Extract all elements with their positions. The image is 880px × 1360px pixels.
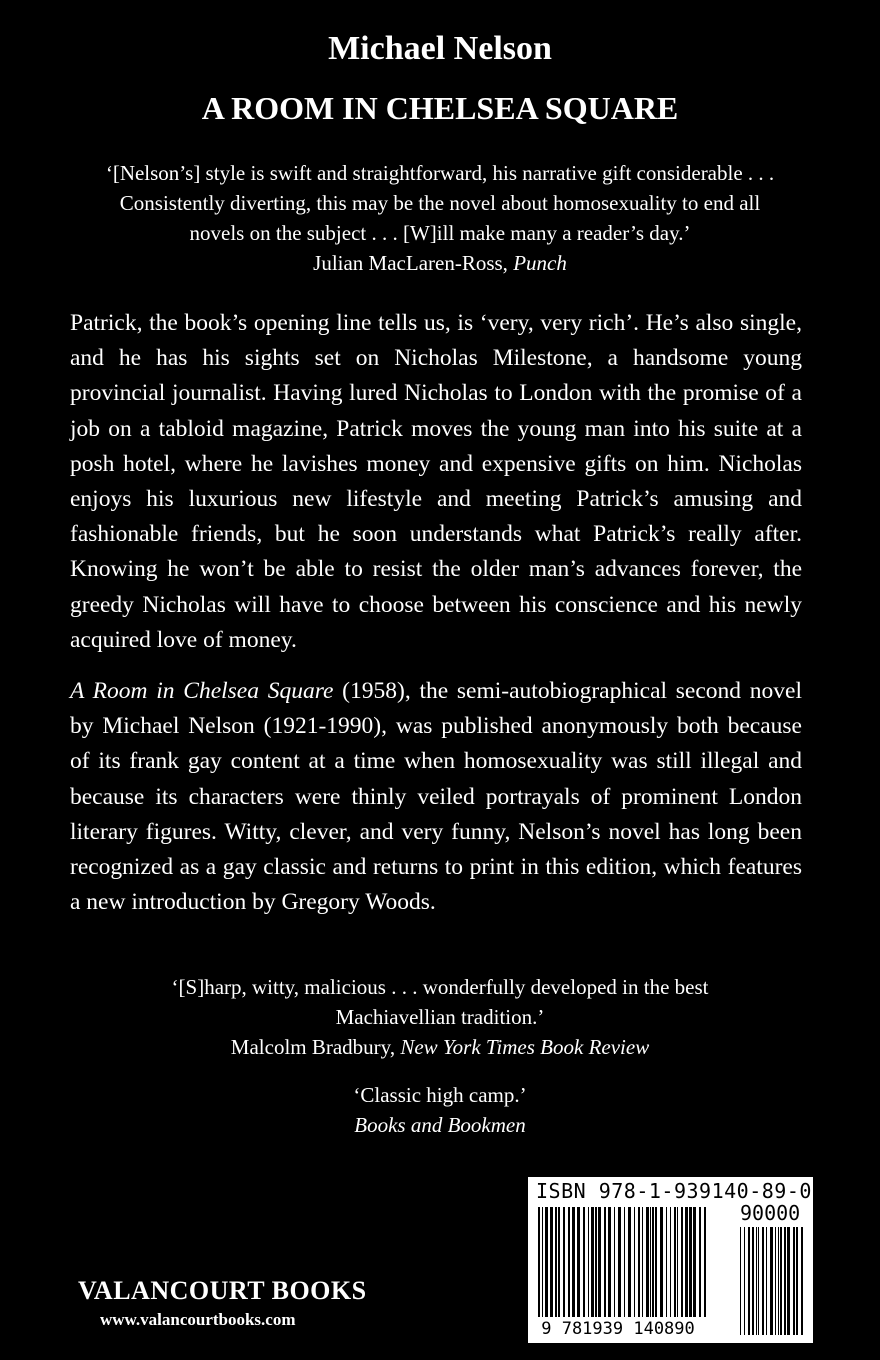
barcode-bar <box>538 1207 540 1317</box>
barcode-bar <box>685 1207 688 1317</box>
quote-publication: Punch <box>513 251 567 275</box>
barcode-bar <box>614 1207 615 1317</box>
barcode-bar <box>770 1227 773 1335</box>
price-code: 90000 <box>740 1201 801 1225</box>
barcode-bar <box>704 1207 706 1317</box>
publisher-name: VALANCOURT BOOKS <box>78 1276 367 1305</box>
quote-attribution: Julian MacLaren-Ross, <box>313 251 508 275</box>
ean-digits: 9 781939 140890 <box>541 1319 695 1339</box>
barcode-bar <box>748 1227 750 1335</box>
quote-text: ‘[Nelson’s] style is swift and straightforward, his narrative gift considerable . . . Consistently diverting, this may be the novel about homosexuality to end all novels on the subject . . . [W]ill make many a reader’s day.’ <box>105 161 775 245</box>
barcode-bar <box>638 1207 640 1317</box>
barcode-bar <box>598 1207 601 1317</box>
barcode-bar <box>660 1207 663 1317</box>
barcode-bar <box>689 1207 692 1317</box>
barcode-bar <box>595 1207 597 1317</box>
barcode-bar <box>618 1207 621 1317</box>
barcode-bar <box>568 1207 570 1317</box>
barcode-bar <box>670 1207 671 1317</box>
barcode-bar <box>545 1207 548 1317</box>
quote-source <box>90 248 790 278</box>
barcode-bar <box>652 1207 654 1317</box>
barcode-bar <box>542 1207 543 1317</box>
barcode-bar <box>762 1227 764 1335</box>
review-quote-1 <box>90 158 790 278</box>
barcode-bar <box>693 1207 696 1317</box>
barcode-bar <box>740 1227 741 1335</box>
barcode-bar <box>628 1207 631 1317</box>
barcode-bar <box>756 1227 757 1335</box>
barcode-bar <box>677 1207 678 1317</box>
barcode-bar <box>787 1227 790 1335</box>
barcode-bar <box>646 1207 649 1317</box>
barcode-bar <box>793 1227 795 1335</box>
barcode-bar <box>588 1207 589 1317</box>
barcode-bar <box>558 1207 560 1317</box>
quote-publication: Books and Bookmen <box>354 1113 526 1137</box>
barcode-bar <box>634 1207 635 1317</box>
barcode-bar <box>766 1227 767 1335</box>
barcode-bar <box>555 1207 557 1317</box>
blurb-paragraph-2-text: (1958), the semi-autobiographical second novel by Michael Nelson (1921-1990), was published anonymously both because of its frank gay content at a time when homosexuality was still illegal and because its characters were thinly veiled portrayals of prominent London literary figures. Witty, clever, and very funny, Nelson’s novel has long been recognized as a gay classic and returns to print in this edition, which features a new introduction by Gregory Woods. <box>70 678 802 916</box>
barcode-bar <box>604 1207 606 1317</box>
barcode-bar <box>674 1207 676 1317</box>
barcode-bar <box>775 1227 776 1335</box>
barcode-bar <box>583 1207 585 1317</box>
barcode-bar <box>650 1207 651 1317</box>
barcode-bar <box>796 1227 798 1335</box>
barcode-bar <box>801 1227 803 1335</box>
publisher-url: www.valancourtbooks.com <box>100 1310 296 1329</box>
barcode-bar <box>642 1207 643 1317</box>
isbn-barcode <box>528 1177 813 1343</box>
review-quote-2 <box>150 972 730 1062</box>
blurb-paragraph-1: Patrick, the book’s opening line tells us, is ‘very, very rich’. He’s also single, and he has his sights set on Nicholas Milestone, a handsome young provincial journalist. Having lured Nicholas to London with the promise of a job on a tabloid magazine, Patrick moves the young man into his suite at a posh hotel, where he lavishes money and expensive gifts on him. Nicholas enjoys his luxurious new lifestyle and meeting Patrick’s amusing and fashionable friends, but he soon understands what Patrick’s really after. Knowing he won’t be able to resist the older man’s advances forever, the greedy Nicholas will have to choose between his conscience and his newly acquired love of money. <box>70 310 802 653</box>
barcode-bar <box>699 1207 701 1317</box>
barcode-bar <box>681 1207 683 1317</box>
barcode-bar <box>572 1207 575 1317</box>
quote-publication: New York Times Book Review <box>400 1035 650 1059</box>
barcode-bar <box>780 1227 782 1335</box>
blurb-paragraph-2 <box>70 674 802 920</box>
barcode-bar <box>550 1207 553 1317</box>
isbn-label: ISBN 978-1-939140-89-0 <box>536 1179 812 1203</box>
barcode-bar <box>577 1207 580 1317</box>
review-quote-3 <box>150 1080 730 1140</box>
quote-attribution: Malcolm Bradbury, <box>230 1035 396 1059</box>
barcode-bar <box>591 1207 594 1317</box>
barcode-bar <box>666 1207 667 1317</box>
barcode-bar <box>608 1207 611 1317</box>
barcode-bar <box>784 1227 786 1335</box>
barcode-bar <box>752 1227 754 1335</box>
quote-source <box>150 1032 730 1062</box>
barcode-bar <box>744 1227 745 1335</box>
barcode-bar <box>778 1227 779 1335</box>
quote-text: ‘[S]harp, witty, malicious . . . wonderfully developed in the best Machiavellian tradition.’ <box>171 975 709 1029</box>
barcode-bar <box>563 1207 565 1317</box>
barcode-bar <box>758 1227 759 1335</box>
barcode-bar <box>655 1207 657 1317</box>
blurb-book-title: A Room in Chelsea Square <box>70 678 334 704</box>
barcode-bar <box>624 1207 625 1317</box>
quote-text: ‘Classic high camp.’ <box>353 1083 527 1107</box>
book-title: A ROOM IN CHELSEA SQUARE <box>201 90 679 126</box>
author-name: Michael Nelson <box>328 30 552 67</box>
